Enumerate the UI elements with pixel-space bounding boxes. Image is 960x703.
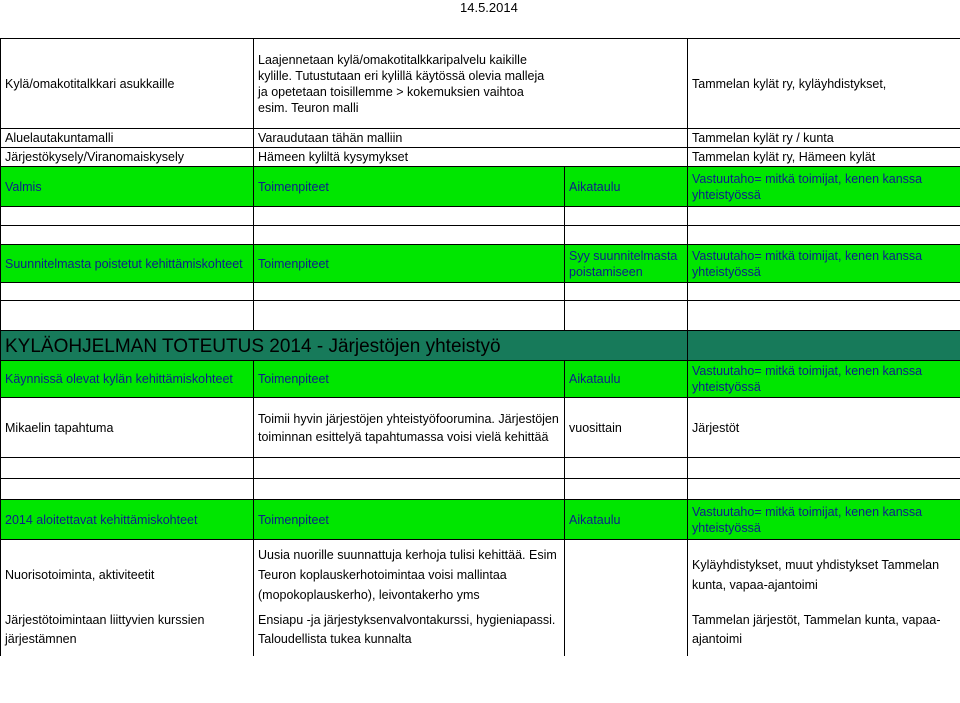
page-date: 14.5.2014	[460, 0, 518, 15]
section-title-row	[1, 331, 960, 361]
plan-table	[0, 38, 960, 656]
cell-topic: Aluelautakuntamalli	[1, 129, 254, 148]
cell-responsible: Järjestöt	[688, 398, 960, 458]
cell-responsible: Tammelan järjestöt, Tammelan kunta, vapaa-ajantoimi	[688, 610, 960, 656]
table-row	[1, 148, 960, 167]
header-responsible: Vastuutaho= mitkä toimijat, kenen kanssa yhteistyössä	[688, 500, 960, 540]
cell-action: Toimii hyvin järjestöjen yhteistyöfoorumina. Järjestöjen toiminnan esittelyä tapahtumassa voisi vielä kehittää	[254, 398, 565, 458]
header-responsible: Vastuutaho= mitkä toimijat, kenen kanssa yhteistyössä	[688, 361, 960, 398]
header-row-removed	[1, 245, 960, 283]
header-responsible: Vastuutaho= mitkä toimijat, kenen kanssa yhteistyössä	[688, 245, 960, 283]
cell-topic: Mikaelin tapahtuma	[1, 398, 254, 458]
cell-action: Varaudutaan tähän malliin	[254, 129, 688, 148]
cell-schedule: vuosittain	[565, 398, 688, 458]
cell-responsible: Kyläyhdistykset, muut yhdistykset Tammelan kunta, vapaa-ajantoimi	[688, 540, 960, 610]
empty-row	[1, 283, 960, 301]
header-actions: Toimenpiteet	[254, 500, 565, 540]
header-new-2014: 2014 aloitettavat kehittämiskohteet	[1, 500, 254, 540]
header-actions: Toimenpiteet	[254, 361, 565, 398]
empty-row	[1, 207, 960, 226]
empty-row	[1, 226, 960, 245]
empty-row	[1, 301, 960, 331]
header-completed: Valmis	[1, 167, 254, 207]
header-schedule: Aikataulu	[565, 167, 688, 207]
cell-topic: Järjestötoimintaan liittyvien kurssien järjestämnen	[1, 610, 254, 656]
table-row	[1, 129, 960, 148]
header-actions: Toimenpiteet	[254, 245, 565, 283]
empty-row	[1, 458, 960, 479]
header-schedule: Aikataulu	[565, 361, 688, 398]
header-responsible: Vastuutaho= mitkä toimijat, kenen kanssa yhteistyössä	[688, 167, 960, 207]
table-row	[1, 398, 960, 458]
header-schedule: Aikataulu	[565, 500, 688, 540]
table-row	[1, 610, 960, 656]
header-ongoing: Käynnissä olevat kylän kehittämiskohteet	[1, 361, 254, 398]
cell-topic: Järjestökysely/Viranomaiskysely	[1, 148, 254, 167]
cell-action: Uusia nuorille suunnattuja kerhoja tulisi kehittää. Esim Teuron koplauskerhotoimintaa voisi mallintaa (mopokoplauskerho), leivontakerho yms	[254, 540, 565, 610]
cell-responsible: Tammelan kylät ry, Hämeen kylät	[688, 148, 960, 167]
cell-action: Ensiapu -ja järjestyksenvalvontakurssi, hygieniapassi. Taloudellista tukea kunnalta	[254, 610, 565, 656]
cell-action: Hämeen kyliltä kysymykset	[254, 148, 688, 167]
table-row	[1, 540, 960, 610]
header-row-ongoing	[1, 361, 960, 398]
cell-topic: Kylä/omakotitalkkari asukkaille	[1, 39, 254, 129]
header-row-new-2014	[1, 500, 960, 540]
empty-row	[1, 479, 960, 500]
cell-responsible: Tammelan kylät ry / kunta	[688, 129, 960, 148]
header-removal-reason: Syy suunnitelmasta poistamiseen	[565, 245, 688, 283]
table-row	[1, 39, 960, 129]
cell-responsible: Tammelan kylät ry, kyläyhdistykset,	[688, 39, 960, 129]
cell-action: Laajennetaan kylä/omakotitalkkaripalvelu kaikille kylille. Tutustutaan eri kylillä käytössä olevia malleja ja opetetaan toisillemme > kokemuksien vaihtoa esim. Teuron malli	[254, 39, 688, 129]
header-row-completed	[1, 167, 960, 207]
section-title: KYLÄOHJELMAN TOTEUTUS 2014 - Järjestöjen yhteistyö	[1, 331, 688, 361]
header-removed: Suunnitelmasta poistetut kehittämiskohteet	[1, 245, 254, 283]
cell-topic: Nuorisotoiminta, aktiviteetit	[1, 540, 254, 610]
header-actions: Toimenpiteet	[254, 167, 565, 207]
